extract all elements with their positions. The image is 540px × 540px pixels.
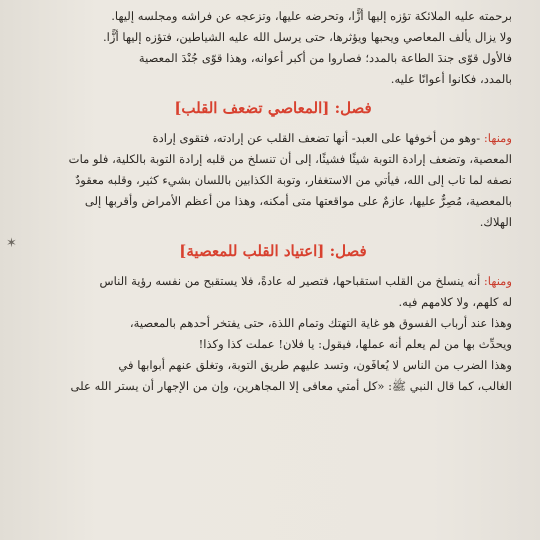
text-line: المعصية، وتضعف إرادة التوبة شيئًا فشيئًا، إلى أن تنسلخ من قلبه إرادة التوبة بالكلية، فلو مات	[68, 152, 512, 166]
text-line	[34, 128, 512, 149]
margin-star-mark: ✶	[6, 236, 17, 251]
paragraph-label: ومنها:	[483, 274, 512, 288]
text-line: فالأول قوّى جندَ الطاعة بالمدد؛ فصاروا من أكبر أعوانه، وهذا قوّى جُنْدَ المعصية	[138, 51, 512, 65]
text-line: بالمعصية، مُصِرٌّ عليها، عازمٌ على مواقعتها متى أمكنه، وهذا من أعظم الأمراض وأقربها إلى	[84, 194, 512, 208]
paragraph-label: ومنها:	[483, 131, 512, 145]
text-line: الهلاك.	[479, 215, 512, 229]
text-line: وهذا عند أرباب الفسوق هو غاية التهتك وتمام اللذة، حتى يفتخر أحدهم بالمعصية،	[129, 316, 512, 330]
text-line: ولا يزال يألف المعاصي ويحبها ويؤثرها، حتى يرسل الله عليه الشياطين، فتؤزه إليها أزًّا.	[103, 30, 512, 44]
text-line	[34, 271, 512, 292]
text-line: له كلهم، ولا كلامهم فيه.	[398, 295, 512, 309]
paragraph-text: أنه ينسلخ من القلب استقباحها، فتصير له عادةً، فلا يستقبح من نفسه رؤية الناس	[99, 274, 484, 288]
section-heading-weakens-heart: فصل: [المعاصي تضعف القلب]	[174, 99, 372, 117]
paragraph-text: -وهو من أخوفها على العبد- أنها تضعف القلب عن إرادته، فتقوى إرادة	[152, 131, 484, 145]
section-heading-habituation: فصل: [اعتياد القلب للمعصية]	[179, 242, 367, 260]
text-line: بالمدد، فكانوا أعوانًا عليه.	[390, 72, 512, 86]
text-line: برحمته عليه الملائكة تؤزه إليها أزًّا، وتحرضه عليها، وتزعجه عن فراشه ومجلسه إليها.	[111, 9, 512, 23]
text-line: الغالب، كما قال النبي ﷺ: «كل أمتي معافى إلا المجاهرين، وإن من الإجهار أن يستر الله على	[70, 379, 512, 393]
page-text	[34, 0, 512, 397]
text-line: نصفه لما تاب إلى الله، فيأتي من الاستغفار، وتوبة الكذابين باللسان بشيء كثير، وقلبه معقودٌ	[75, 173, 512, 187]
text-line: وهذا الضرب من الناس لا يُعافَون، وتسد عليهم طريق التوبة، وتغلق عنهم أبوابها في	[118, 358, 512, 372]
text-line: ويحدِّث بها من لم يعلم أنه عملها، فيقول: يا فلان! عملت كذا وكذا!	[198, 337, 512, 351]
